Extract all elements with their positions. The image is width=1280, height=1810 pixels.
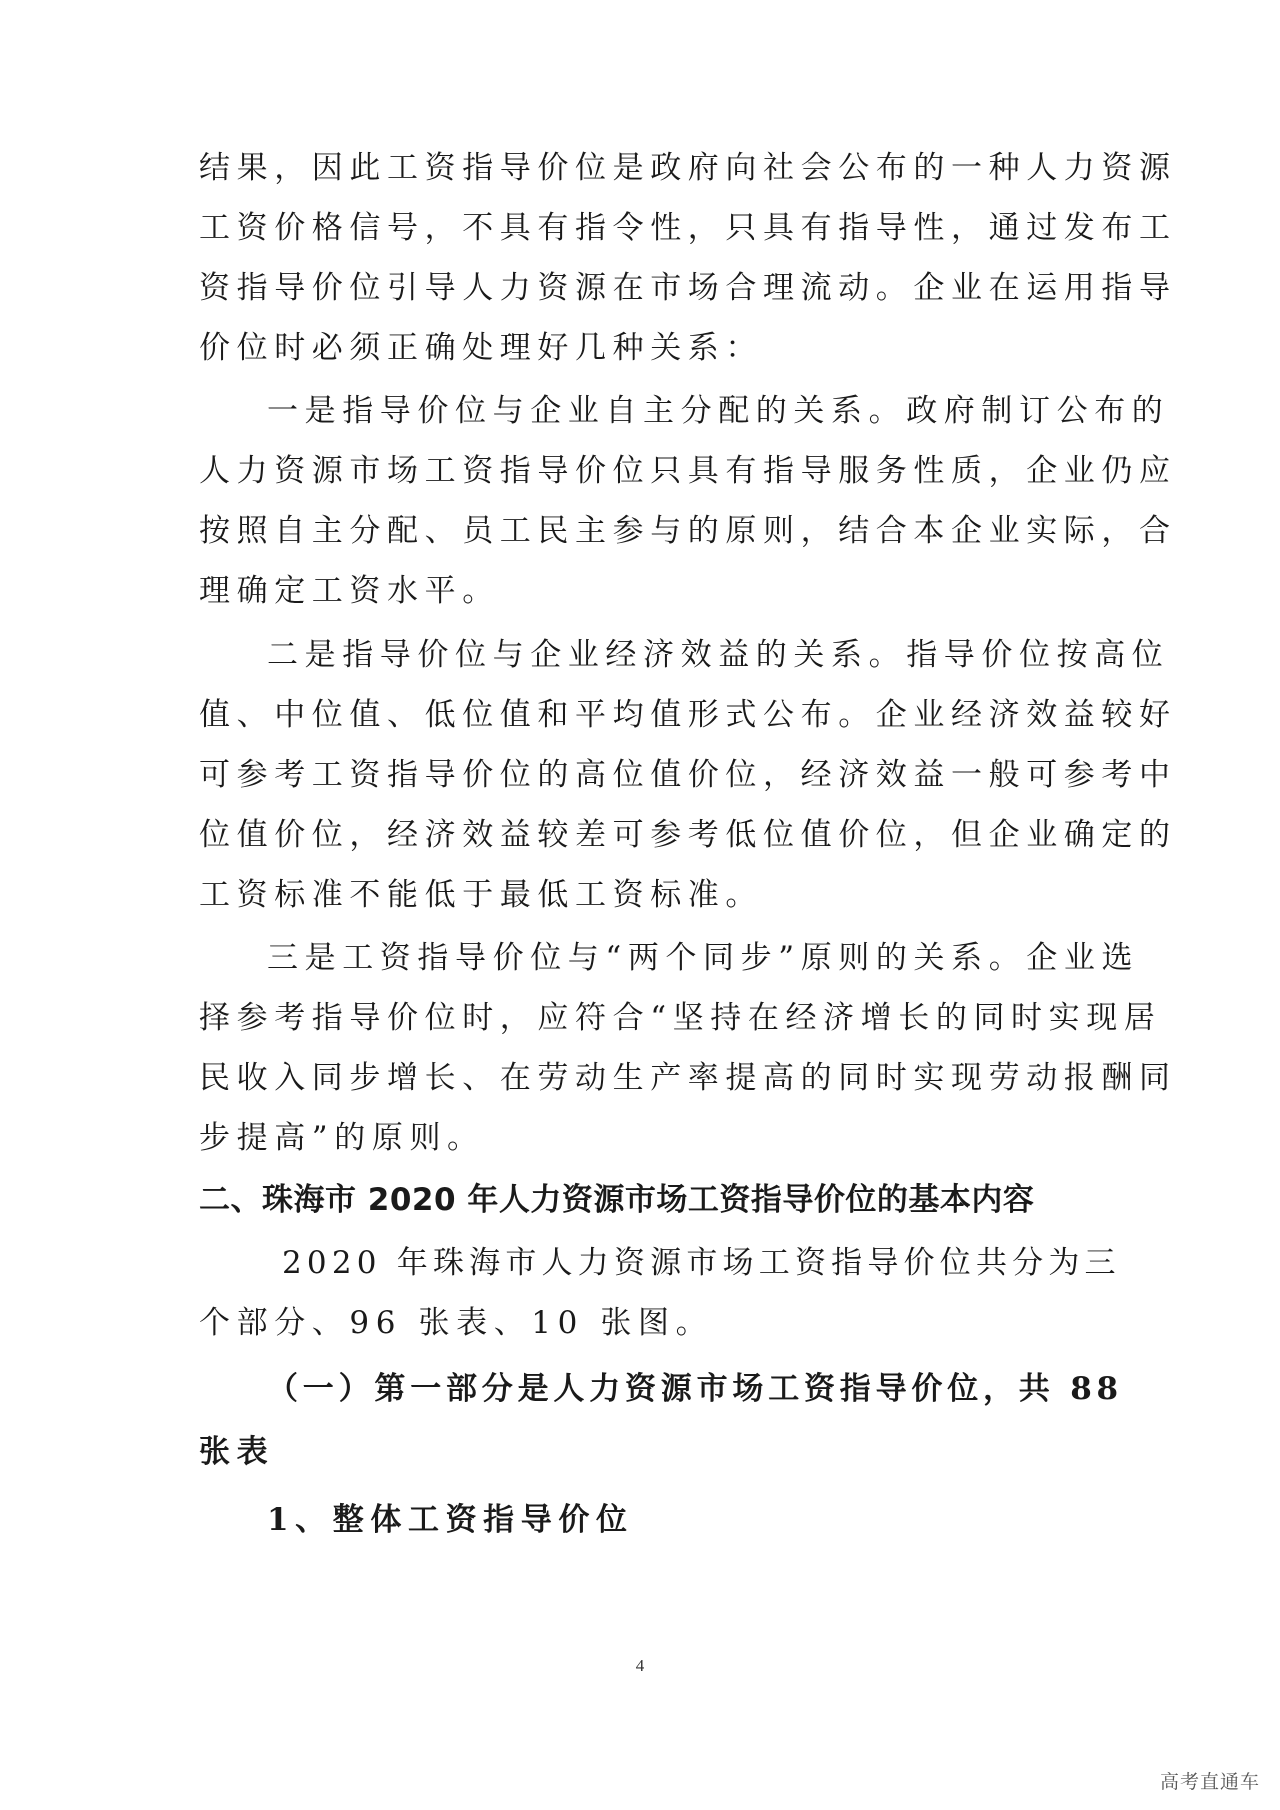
para-three-line-2: 择参考指导价位时，应符合“坚持在经济增长的同时实现居 <box>199 1000 1162 1036</box>
para-one-line-1: 一是指导价位与企业自主分配的关系。政府制订公布的 <box>267 393 1170 429</box>
para-three-line-1: 三是工资指导价位与“两个同步”原则的关系。企业选 <box>267 940 1140 976</box>
intro-line-1: 结果，因此工资指导价位是政府向社会公布的一种人力资源 <box>199 150 1177 186</box>
para-two-line-5: 工资标准不能低于最低工资标准。 <box>199 877 763 913</box>
para-two-line-4: 位值价位，经济效益较差可参考低位值价位，但企业确定的 <box>199 817 1177 853</box>
watermark-text: 高考直通车 <box>1159 1771 1260 1793</box>
page-number: 4 <box>635 1656 645 1675</box>
para-one-line-4: 理确定工资水平。 <box>199 573 500 609</box>
para-three-line-3: 民收入同步增长、在劳动生产率提高的同时实现劳动报酬同 <box>199 1060 1177 1096</box>
para-two-line-2: 值、中位值、低位值和平均值形式公布。企业经济效益较好 <box>199 697 1177 733</box>
item-heading: 1、整体工资指导价位 <box>267 1502 634 1538</box>
para-one-line-3: 按照自主分配、员工民主参与的原则，结合本企业实际，合 <box>199 513 1177 549</box>
para-two-line-1: 二是指导价位与企业经济效益的关系。指导价位按高位 <box>267 637 1170 673</box>
section-para-line-1: 2020 年珠海市人力资源市场工资指导价位共分为三 <box>282 1245 1121 1281</box>
para-one-line-2: 人力资源市场工资指导价位只具有指导服务性质，企业仍应 <box>199 453 1177 489</box>
para-three-line-4: 步提高”的原则。 <box>199 1120 485 1156</box>
para-two-line-3: 可参考工资指导价位的高位值价位，经济效益一般可参考中 <box>199 757 1177 793</box>
intro-line-2: 工资价格信号，不具有指令性，只具有指导性，通过发布工 <box>199 210 1177 246</box>
section-para-line-2: 个部分、96 张表、10 张图。 <box>199 1305 714 1341</box>
section-heading: 二、珠海市 2020 年人力资源市场工资指导价位的基本内容 <box>199 1182 1035 1218</box>
intro-line-4: 价位时必须正确处理好几种关系： <box>199 330 763 366</box>
subsection-heading-line-2: 张表 <box>199 1434 275 1470</box>
subsection-heading-line-1: （一）第一部分是人力资源市场工资指导价位，共 88 <box>267 1371 1123 1407</box>
intro-line-3: 资指导价位引导人力资源在市场合理流动。企业在运用指导 <box>199 270 1177 306</box>
